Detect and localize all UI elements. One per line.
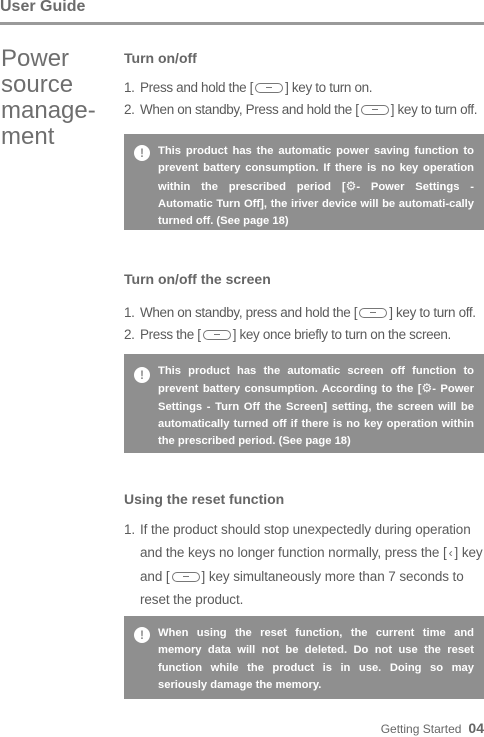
note-box <box>124 134 484 230</box>
footer-label: Getting Started <box>380 722 462 736</box>
step-number: 1. <box>124 80 135 95</box>
step-text: ] key simultaneously more than 7 seconds to reset the product. <box>140 569 464 607</box>
section-title: Using the reset function <box>124 491 285 507</box>
header-title: User Guide <box>0 0 86 15</box>
gear-icon: ⚙ <box>345 178 357 193</box>
step-text: Press and hold the [ <box>140 80 254 95</box>
step-text: When on standby, Press and hold the [ <box>140 102 359 117</box>
note-box <box>124 616 484 699</box>
note-text: - Power Settings - Turn Off the Screen] setting, the screen will be automatically turned off if there is no key operation within the prescribed period. (See page 18) <box>158 383 474 448</box>
section-turn-on-off-screen <box>124 271 484 346</box>
step-text: Press the [ <box>140 327 201 342</box>
page-header <box>0 0 484 26</box>
step-number: 2. <box>124 327 135 342</box>
step-text: ] key once briefly to turn on the screen. <box>232 327 451 342</box>
header-divider <box>0 22 484 25</box>
power-key-icon <box>255 83 283 93</box>
power-key-icon <box>359 308 387 318</box>
step-text: ] key to turn on. <box>285 80 373 95</box>
exclamation-icon: ! <box>134 627 150 643</box>
section-reset <box>124 491 484 611</box>
exclamation-icon: ! <box>134 145 150 161</box>
step-number: 2. <box>124 102 135 117</box>
note-text: This product has the automatic power saving function to prevent battery consumption. If there is no key operation within the prescribed period [ <box>158 145 474 193</box>
note-text: - Power Settings - Automatic Turn Off], the iriver device will be automati-cally turned off. (See page 18) <box>158 180 474 228</box>
step-item <box>124 324 484 346</box>
side-title: Power source manage-ment <box>1 45 96 150</box>
page-number: 04 <box>468 720 484 736</box>
step-item <box>124 518 484 611</box>
step-number: 1. <box>124 305 135 320</box>
note-box <box>124 354 484 453</box>
step-text: ] key and [ <box>140 545 483 584</box>
step-item <box>124 302 484 324</box>
step-item <box>124 77 484 99</box>
note-text: This product has the automatic screen off function to prevent battery consumption. According to the [ <box>158 365 474 396</box>
gear-icon: ⚙ <box>421 381 433 396</box>
power-key-icon <box>172 572 200 582</box>
step-text: ] key to turn off. <box>389 305 476 320</box>
section-title: Turn on/off <box>124 50 197 66</box>
power-key-icon <box>203 330 231 340</box>
exclamation-icon: ! <box>134 367 150 383</box>
step-item <box>124 99 484 121</box>
step-text: If the product should stop unexpectedly during operation and the keys no longer function normally, press the [ <box>140 522 471 560</box>
step-text: When on standby, press and hold the [ <box>140 305 358 320</box>
back-key-icon: ‹ <box>448 546 453 560</box>
note-text: When using the reset function, the current time and memory data will not be deleted. Do not use the reset function while the product is in use. Doing so may seriously damage the memory. <box>158 627 474 691</box>
step-text: ] key to turn off. <box>390 102 478 117</box>
page-footer <box>381 720 484 737</box>
power-key-icon <box>361 105 389 115</box>
section-turn-on-off <box>124 50 484 121</box>
section-title: Turn on/off the screen <box>124 271 271 287</box>
step-number: 1. <box>124 522 136 537</box>
